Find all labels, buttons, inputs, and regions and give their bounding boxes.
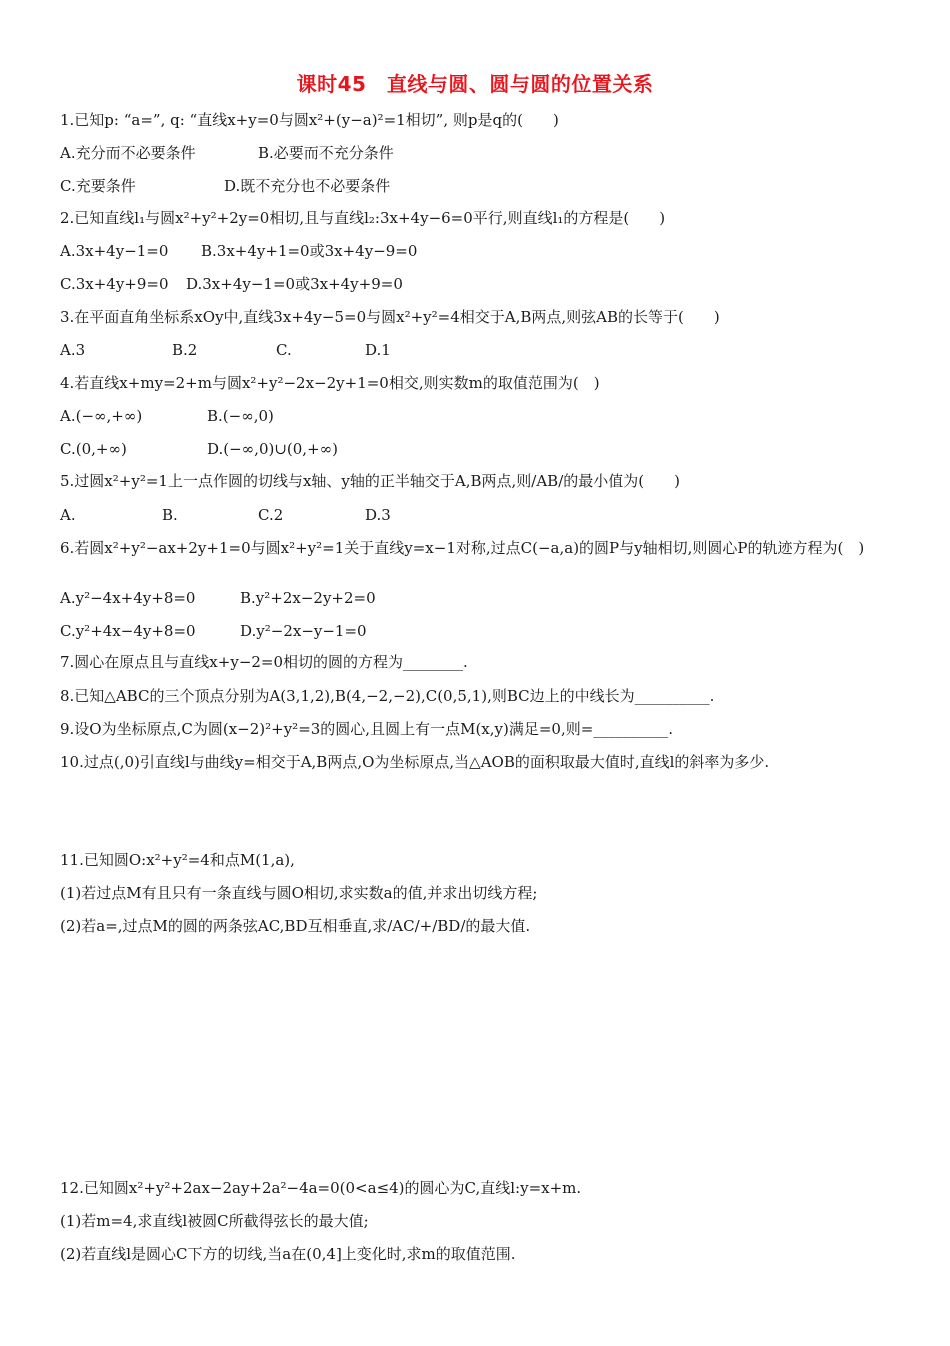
answer-option: A.(−∞,+∞): [60, 407, 143, 425]
question-line: 11.已知圆O:x²+y²=4和点M(1,a),: [60, 851, 295, 869]
answer-option: A.充分而不必要条件: [60, 144, 196, 162]
question-line: 9.设O为坐标原点,C为圆(x−2)²+y²=3的圆心,且圆上有一点M(x,y)满足=0,则=__________.: [60, 720, 674, 738]
question-line: 3.在平面直角坐标系xOy中,直线3x+4y−5=0与圆x²+y²=4相交于A,B两点,则弦AB的长等于( ): [60, 308, 720, 326]
question-line: 7.圆心在原点且与直线x+y−2=0相切的圆的方程为________.: [60, 653, 468, 671]
page-title: 课时45 直线与圆、圆与圆的位置关系: [296, 72, 654, 96]
answer-option: B.: [162, 506, 178, 524]
answer-option: B.2: [172, 341, 198, 359]
answer-option: B.y²+2x−2y+2=0: [240, 589, 376, 607]
question-line: 1.已知p: “a=”, q: “直线x+y=0与圆x²+(y−a)²=1相切”, 则p是q的( ): [60, 111, 559, 129]
question-line: (2)若a=,过点M的圆的两条弦AC,BD互相垂直,求/AC/+/BD/的最大值.: [60, 917, 531, 935]
question-line: 10.过点(,0)引直线l与曲线y=相交于A,B两点,O为坐标原点,当△AOB的面积取最大值时,直线l的斜率为多少.: [60, 753, 770, 771]
question-line: 8.已知△ABC的三个顶点分别为A(3,1,2),B(4,−2,−2),C(0,5,1),则BC边上的中线长为__________.: [60, 687, 715, 705]
question-line: 12.已知圆x²+y²+2ax−2ay+2a²−4a=0(0<a≤4)的圆心为C,直线l:y=x+m.: [60, 1179, 582, 1197]
answer-option: A.: [60, 506, 76, 524]
question-line: (2)若直线l是圆心C下方的切线,当a在(0,4]上变化时,求m的取值范围.: [60, 1245, 516, 1263]
answer-option: B.必要而不充分条件: [258, 144, 394, 162]
question-line: (1)若m=4,求直线l被圆C所截得弦长的最大值;: [60, 1212, 369, 1230]
answer-option: D.既不充分也不必要条件: [224, 177, 391, 195]
answer-option: A.3: [60, 341, 86, 359]
answer-option: C.2: [258, 506, 284, 524]
question-line: 2.已知直线l₁与圆x²+y²+2y=0相切,且与直线l₂:3x+4y−6=0平行,则直线l₁的方程是( ): [60, 209, 666, 227]
answer-option: D.1: [365, 341, 391, 359]
question-6: 6.若圆x²+y²−ax+2y+1=0与圆x²+y²=1关于直线y=x−1对称,过点C(−a,a)的圆P与y轴相切,则圆心P的轨迹方程为( ): [60, 539, 865, 557]
answer-option: C.y²+4x−4y+8=0: [60, 622, 196, 640]
answer-option: D.3: [365, 506, 391, 524]
answer-option: D.(−∞,0)∪(0,+∞): [207, 440, 338, 458]
answer-option: B.3x+4y+1=0或3x+4y−9=0: [201, 242, 418, 260]
answer-option: C.(0,+∞): [60, 440, 127, 458]
answer-option: A.3x+4y−1=0: [60, 242, 169, 260]
answer-option: B.(−∞,0): [207, 407, 274, 425]
question-line: 4.若直线x+my=2+m与圆x²+y²−2x−2y+1=0相交,则实数m的取值范围为( ): [60, 374, 600, 392]
answer-option: C.: [276, 341, 292, 359]
question-line: (1)若过点M有且只有一条直线与圆O相切,求实数a的值,并求出切线方程;: [60, 884, 538, 902]
answer-option: C.3x+4y+9=0: [60, 275, 169, 293]
question-line: 5.过圆x²+y²=1上一点作圆的切线与x轴、y轴的正半轴交于A,B两点,则/AB/的最小值为( ): [60, 472, 680, 490]
answer-option: A.y²−4x+4y+8=0: [60, 589, 196, 607]
answer-option: D.3x+4y−1=0或3x+4y+9=0: [186, 275, 403, 293]
answer-option: C.充要条件: [60, 177, 136, 195]
answer-option: D.y²−2x−y−1=0: [240, 622, 367, 640]
